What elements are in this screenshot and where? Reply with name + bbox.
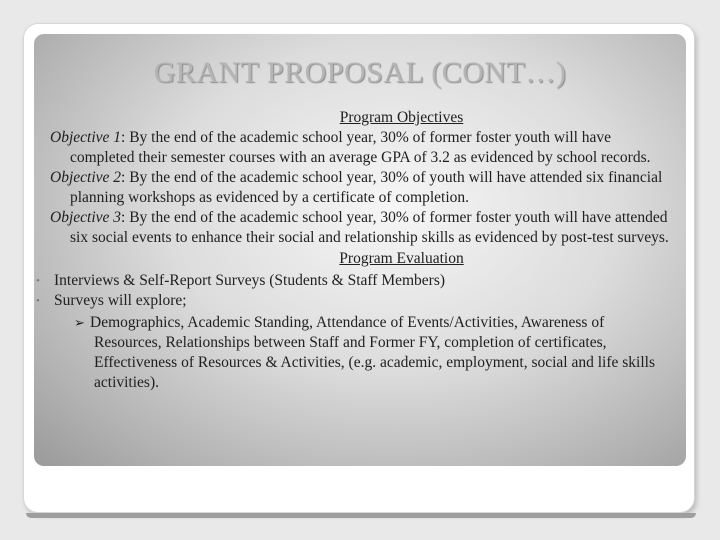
bullet-dot-icon: • bbox=[36, 295, 40, 307]
bullet-dot-icon: • bbox=[36, 275, 40, 287]
slide-content bbox=[36, 108, 674, 393]
evaluation-bullet-2: Surveys will explore; bbox=[54, 292, 187, 309]
objective-2-text: : By the end of the academic school year, 30% of youth will have attended six financial planning workshops as evidenced by a certificate of completion. bbox=[70, 169, 663, 206]
evaluation-bullet-1: Interviews & Self-Report Surveys (Students & Staff Members) bbox=[54, 272, 446, 289]
evaluation-sub-item bbox=[44, 313, 674, 393]
evaluation-list bbox=[36, 271, 674, 311]
arrow-bullet-icon: ➢ bbox=[74, 315, 85, 330]
slide-title: GRANT PROPOSAL (CONT…) bbox=[153, 56, 567, 89]
objective-1 bbox=[42, 128, 674, 168]
objective-3-text: : By the end of the academic school year, 30% of former foster youth will have attended six social events to enhance their social and relationship skills as evidenced by post-test surveys. bbox=[70, 209, 669, 246]
objective-1-text: : By the end of the academic school year, 30% of former foster youth will have completed their semester courses with an average GPA of 3.2 as evidenced by school records. bbox=[70, 129, 651, 166]
list-item bbox=[34, 291, 674, 311]
objective-2-label: Objective 2 bbox=[50, 169, 122, 186]
list-item bbox=[34, 271, 674, 291]
evaluation-sub-text: Demographics, Academic Standing, Attendance of Events/Activities, Awareness of Resources, Relationships between Staff and Former FY, completion of certificates, Effectiveness of Resources & Activities, (e.g. academic, employment, social and life skills activities). bbox=[90, 314, 655, 391]
slide-bottom-bar bbox=[26, 513, 696, 518]
evaluation-heading: Program Evaluation bbox=[339, 250, 464, 267]
objective-1-label: Objective 1 bbox=[50, 129, 122, 146]
objective-3 bbox=[42, 208, 674, 248]
objective-2 bbox=[42, 168, 674, 208]
objectives-heading: Program Objectives bbox=[339, 109, 464, 126]
objective-3-label: Objective 3 bbox=[50, 209, 122, 226]
